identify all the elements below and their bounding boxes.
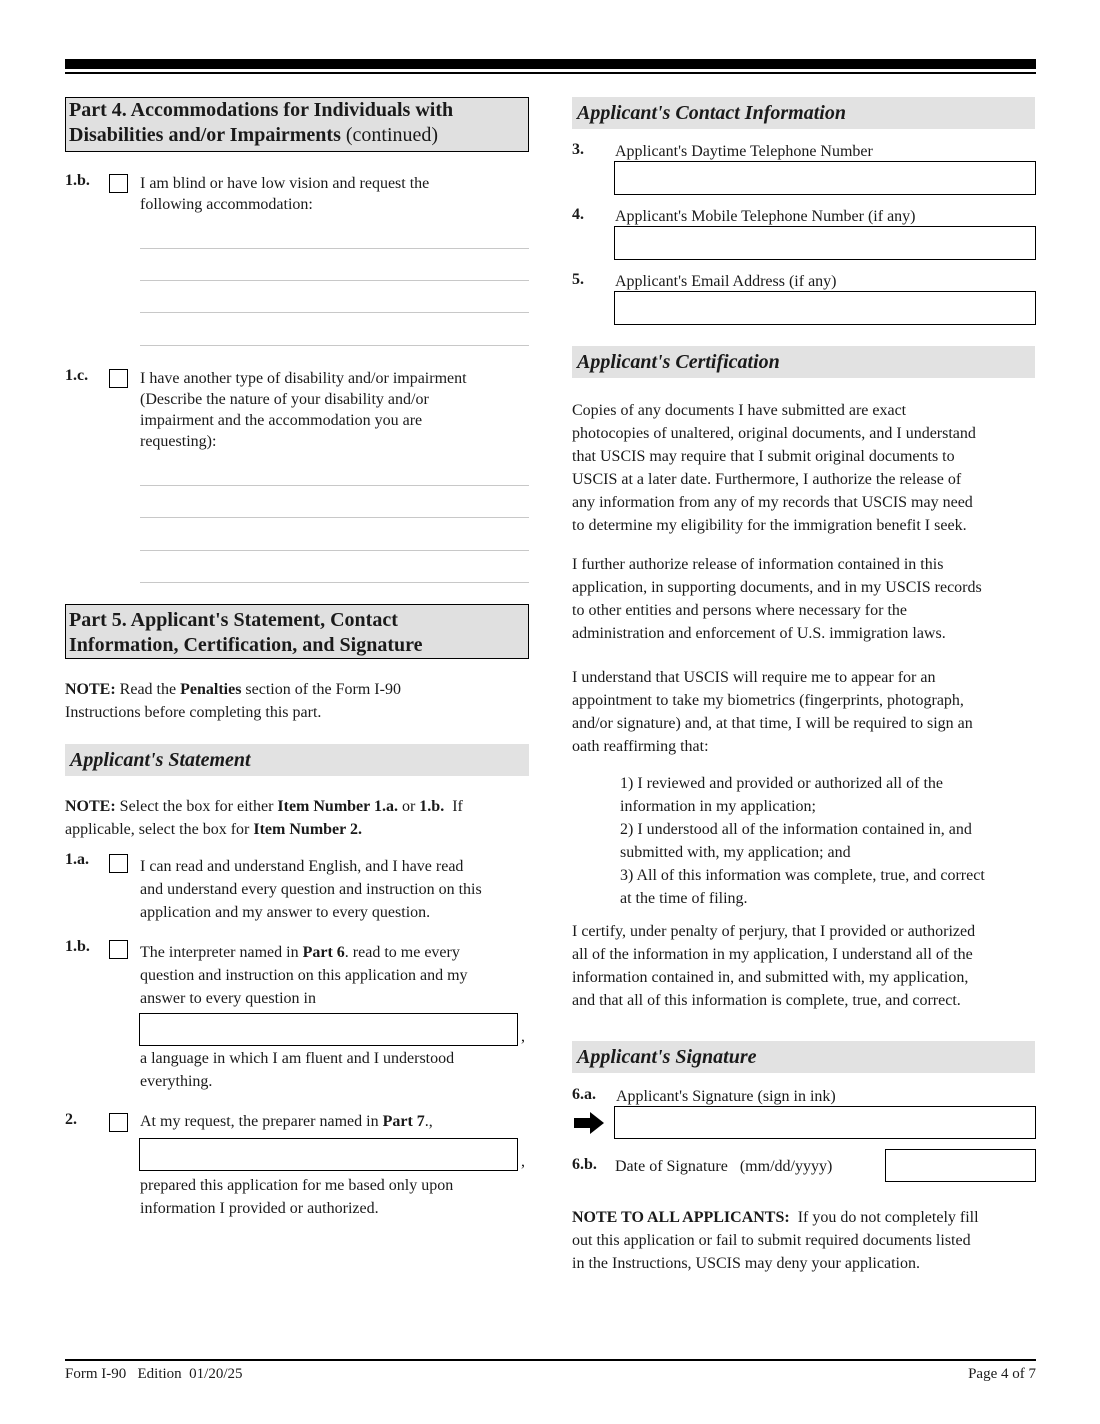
paragraph-line: to determine my eligibility for the immigration benefit I seek. [572, 517, 967, 534]
paragraph-line: administration and enforcement of U.S. immigration laws. [572, 625, 946, 642]
note-label: NOTE: [65, 798, 116, 815]
note-text: or [397, 798, 420, 815]
accommodation-writing-line[interactable] [140, 248, 529, 249]
item-label-line: I can read and understand English, and I have read [140, 858, 464, 875]
paragraph-line: and/or signature) and, at that time, I will be required to sign an [572, 715, 973, 732]
part5-title: Part 5. Applicant's Statement, Contact [69, 609, 398, 631]
part4-continued: (continued) [345, 124, 439, 146]
certification-para-4 [572, 920, 1042, 1012]
item-label-line: information I provided or authorized. [140, 1200, 379, 1217]
paragraph-line: and that all of this information is complete, true, and correct. [572, 992, 961, 1009]
preparer-checkbox[interactable] [109, 1113, 128, 1132]
part5-note [65, 678, 530, 724]
part5-title-line2: Information, Certification, and Signature [69, 634, 423, 656]
paragraph-line: any information from any of my records that USCIS may need [572, 494, 973, 511]
note-text: Read the [115, 681, 181, 698]
item-label-line: I have another type of disability and/or impairment [140, 370, 467, 387]
paragraph-line: application, in supporting documents, and in my USCIS records [572, 579, 982, 596]
paragraph-line: all of the information in my application, I understand all of the [572, 946, 973, 963]
item-label-line: everything. [140, 1073, 213, 1090]
note-to-applicants [572, 1206, 1042, 1275]
item-label-line: I am blind or have low vision and request the [140, 175, 430, 192]
item-number: 6.b. [572, 1156, 597, 1173]
paragraph-line: USCIS at a later date. Furthermore, I authorize the release of [572, 471, 962, 488]
note-bold: Item Number 2. [253, 821, 362, 838]
certification-para-1 [572, 399, 1042, 537]
comma: , [521, 1028, 525, 1045]
other-disability-checkbox[interactable] [109, 369, 128, 388]
paragraph-line: I certify, under penalty of perjury, that I provided or authorized [572, 923, 976, 940]
signature-label: Applicant's Signature (sign in ink) [616, 1088, 836, 1105]
interpreter-checkbox[interactable] [109, 940, 128, 959]
mobile-phone-label: Applicant's Mobile Telephone Number (if any) [615, 208, 916, 225]
right-arrow-icon [574, 1112, 604, 1134]
certification-para-2 [572, 553, 1042, 645]
reads-english-checkbox[interactable] [109, 854, 128, 873]
accommodation-writing-line[interactable] [140, 280, 529, 281]
paragraph-line: appointment to take my biometrics (fingerprints, photograph, [572, 692, 964, 709]
item-number: 2. [65, 1111, 77, 1128]
note-text: If you do not completely fill [789, 1209, 979, 1226]
paragraph-line: oath reaffirming that: [572, 738, 709, 755]
signature-date-input[interactable] [885, 1149, 1036, 1182]
note-text: applicable, select the box for [65, 821, 254, 838]
daytime-phone-input[interactable] [614, 161, 1036, 195]
signature-input[interactable] [614, 1106, 1036, 1139]
item-label-line: ., [424, 1113, 433, 1130]
note-text: If [444, 798, 463, 815]
item-label [140, 368, 530, 452]
certification-heading: Applicant's Certification [572, 346, 1035, 378]
note-text: out this application or fail to submit required documents listed [572, 1232, 971, 1249]
oath-list-line: 1) I reviewed and provided or authorized all of the [620, 775, 943, 792]
header-rule-thin [65, 72, 1036, 74]
daytime-phone-label: Applicant's Daytime Telephone Number [615, 143, 873, 160]
part5-header [65, 604, 529, 659]
item-number: 1.b. [65, 172, 90, 189]
item-label-line: requesting): [140, 433, 217, 450]
paragraph-line: photocopies of unaltered, original documents, and I understand [572, 425, 976, 442]
oath-list-line: at the time of filing. [620, 890, 748, 907]
signature-heading: Applicant's Signature [572, 1041, 1035, 1073]
comma: , [521, 1153, 525, 1170]
paragraph-line: Copies of any documents I have submitted are exact [572, 402, 907, 419]
item-label-line: application and my answer to every question. [140, 904, 431, 921]
accommodation-writing-line[interactable] [140, 582, 529, 583]
note-text: section of the Form I-90 [241, 681, 401, 698]
note-bold: Penalties [180, 681, 242, 698]
note-text: Instructions before completing this part. [65, 704, 322, 721]
item-number: 1.c. [65, 367, 89, 384]
part4-header [65, 97, 529, 152]
paragraph-line: to other entities and persons where necessary for the [572, 602, 907, 619]
note-label: NOTE: [65, 681, 116, 698]
item-number: 3. [572, 141, 584, 158]
item-label-line: question and instruction on this application and my [140, 967, 468, 984]
oath-list-line: information in my application; [620, 798, 816, 815]
item-label-bold: Part 7 [382, 1113, 425, 1130]
oath-list [620, 772, 1040, 910]
statement-note [65, 795, 530, 841]
paragraph-line: information contained in, and submitted with, my application, [572, 969, 969, 986]
item-label-line: . read to me every [344, 944, 460, 961]
item-label [140, 941, 535, 1010]
certification-para-3 [572, 666, 1042, 758]
item-label-after [140, 1047, 535, 1093]
paragraph-line: I understand that USCIS will require me to appear for an [572, 669, 936, 686]
blind-accommodation-checkbox[interactable] [109, 174, 128, 193]
item-number: 6.a. [572, 1086, 596, 1103]
item-label-line: and understand every question and instruction on this [140, 881, 482, 898]
paragraph-line: I further authorize release of information contained in this [572, 556, 944, 573]
item-label-line: At my request, the preparer named in [140, 1113, 383, 1130]
accommodation-writing-line[interactable] [140, 345, 529, 346]
part4-title-line2: Disabilities and/or Impairments [69, 124, 341, 146]
item-label-line: prepared this application for me based only upon [140, 1177, 454, 1194]
item-number: 5. [572, 271, 584, 288]
item-label-line: answer to every question in [140, 990, 316, 1007]
footer-rule [65, 1359, 1036, 1361]
item-label-bold: Part 6 [302, 944, 345, 961]
email-label: Applicant's Email Address (if any) [615, 273, 837, 290]
paragraph-line: that USCIS may require that I submit original documents to [572, 448, 955, 465]
preparer-name-input[interactable] [139, 1138, 518, 1171]
oath-list-line: submitted with, my application; and [620, 844, 851, 861]
footer-form-edition: Form I-90 Edition 01/20/25 [65, 1366, 243, 1382]
note-text: in the Instructions, USCIS may deny your application. [572, 1255, 920, 1272]
part4-title: Part 4. Accommodations for Individuals with [69, 99, 454, 121]
accommodation-writing-line[interactable] [140, 550, 529, 551]
email-input[interactable] [614, 291, 1036, 325]
item-label-after [140, 1174, 535, 1220]
oath-list-line: 2) I understood all of the information contained in, and [620, 821, 972, 838]
item-label-line: a language in which I am fluent and I understood [140, 1050, 455, 1067]
item-label-line: The interpreter named in [140, 944, 303, 961]
note-bold: Item Number 1.a. [277, 798, 398, 815]
applicant-statement-heading: Applicant's Statement [65, 744, 529, 776]
contact-info-heading: Applicant's Contact Information [572, 97, 1035, 129]
signature-date-label: Date of Signature (mm/dd/yyyy) [615, 1158, 833, 1175]
note-bold: 1.b. [419, 798, 445, 815]
item-number: 1.b. [65, 938, 90, 955]
mobile-phone-input[interactable] [614, 226, 1036, 260]
item-label-line: impairment and the accommodation you are [140, 412, 423, 429]
item-label [140, 1110, 535, 1133]
item-label [140, 173, 530, 215]
note-label: NOTE TO ALL APPLICANTS: [572, 1209, 790, 1226]
item-label-line: (Describe the nature of your disability and/or [140, 391, 429, 408]
item-number: 1.a. [65, 851, 89, 868]
accommodation-writing-line[interactable] [140, 517, 529, 518]
item-label-line: following accommodation: [140, 196, 313, 213]
oath-list-line: 3) All of this information was complete, true, and correct [620, 867, 985, 884]
item-label [140, 855, 535, 924]
header-rule-thick [65, 59, 1036, 69]
item-number: 4. [572, 206, 584, 223]
interpreter-language-input[interactable] [139, 1013, 518, 1046]
accommodation-writing-line[interactable] [140, 312, 529, 313]
note-text: Select the box for either [115, 798, 278, 815]
footer-page-number: Page 4 of 7 [968, 1366, 1036, 1382]
accommodation-writing-line[interactable] [140, 485, 529, 486]
